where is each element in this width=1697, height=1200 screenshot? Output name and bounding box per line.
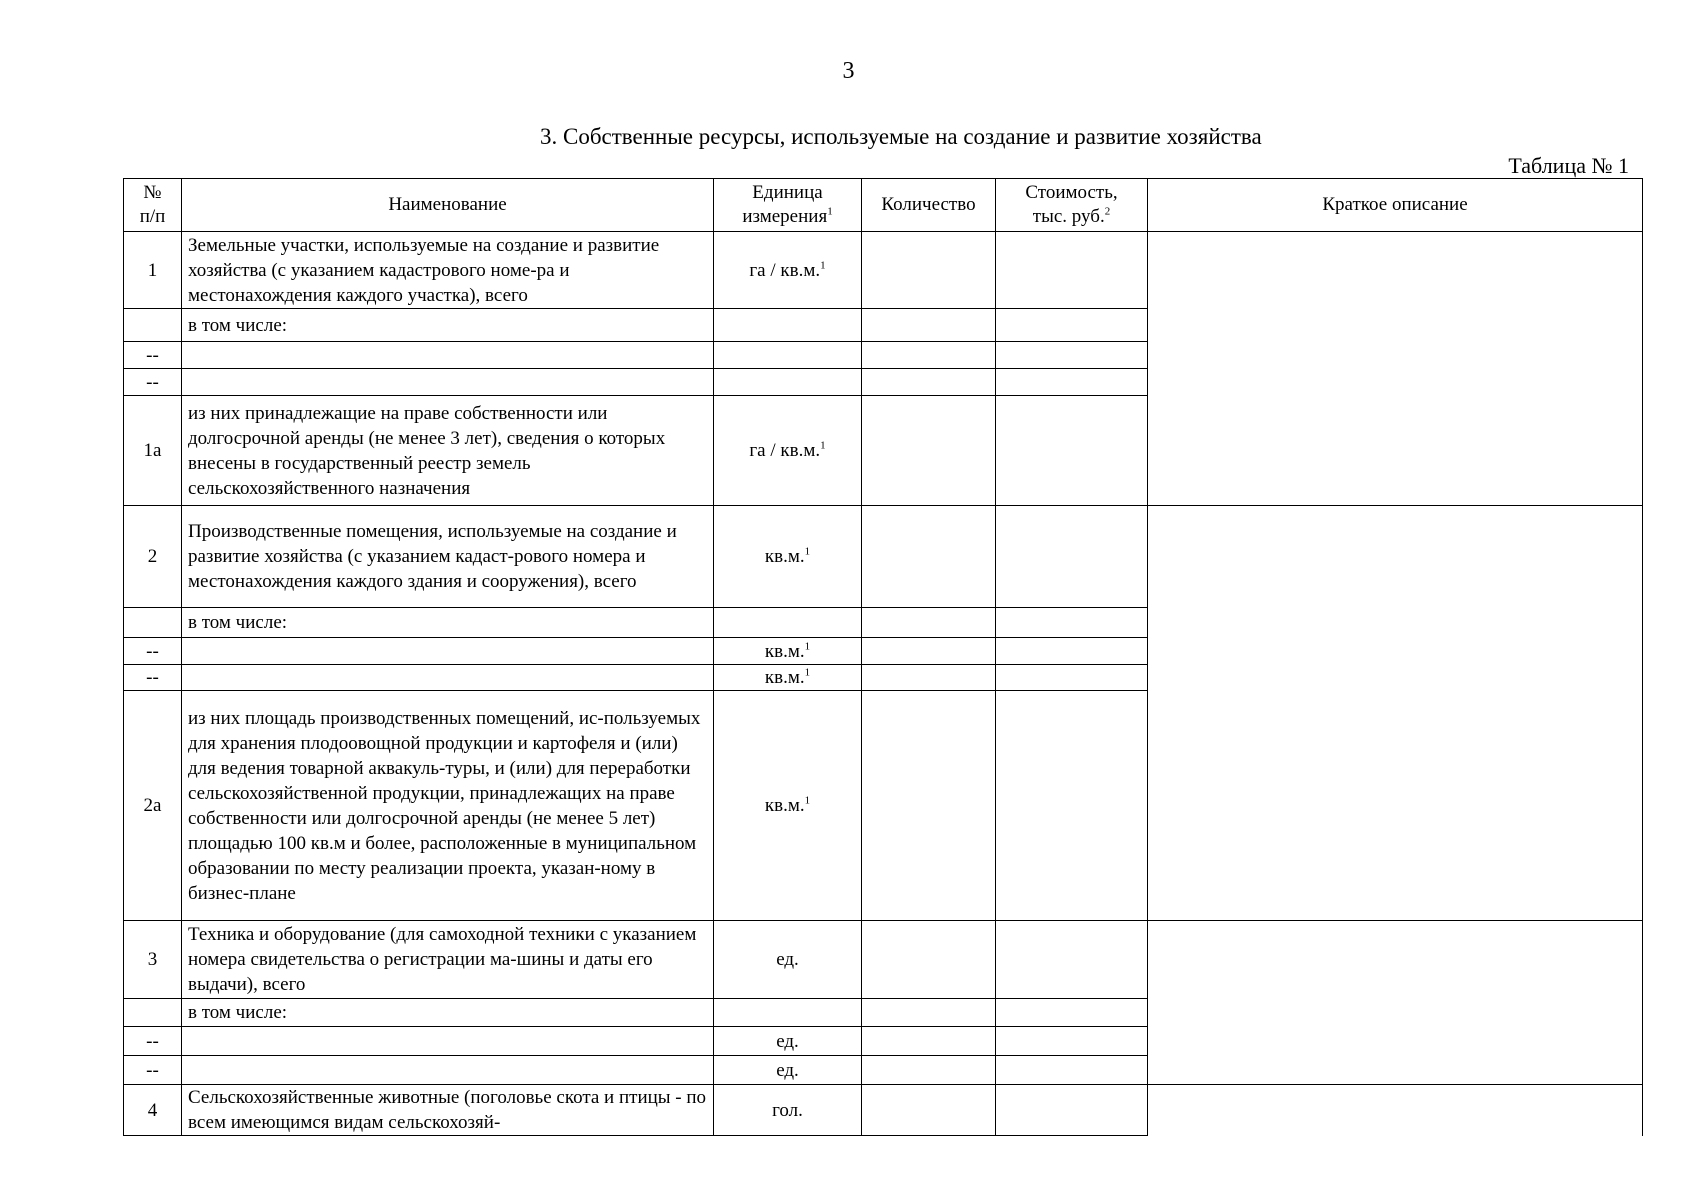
row-quantity bbox=[862, 506, 996, 608]
row-num: -- bbox=[124, 1027, 182, 1056]
row-quantity bbox=[862, 342, 996, 369]
row-name: в том числе: bbox=[182, 309, 714, 342]
table-row bbox=[124, 506, 1643, 608]
row-name bbox=[182, 342, 714, 369]
header-cost: Стоимость, тыс. руб.$^2$ bbox=[996, 179, 1148, 232]
row-name: Сельскохозяйственные животные (поголовье скота и птицы - по всем имеющимся видам сельскохозяй- bbox=[182, 1085, 714, 1136]
row-cost bbox=[996, 396, 1148, 506]
row-unit bbox=[714, 608, 862, 638]
row-name: из них принадлежащие на праве собственности или долгосрочной аренды (не менее 3 лет), сведения о которых внесены в государственный реестр земель сельскохозяйственного назначения bbox=[182, 396, 714, 506]
row-quantity bbox=[862, 1027, 996, 1056]
row-name: из них площадь производственных помещений, ис-пользуемых для хранения плодоовощной продукции и картофеля и (или) для ведения товарной аквакуль-туры, и (или) для переработки сельскохозяйственной продукции, принадлежащих на праве собственности или долгосрочной аренды (не менее 5 лет) площадью 100 кв.м и более, расположенные в муниципальном образовании по месту реализации проекта, указан-ному в бизнес-плане bbox=[182, 691, 714, 921]
table-row bbox=[124, 921, 1643, 999]
row-name bbox=[182, 638, 714, 665]
row-cost bbox=[996, 1056, 1148, 1085]
row-cost bbox=[996, 638, 1148, 665]
row-name bbox=[182, 1027, 714, 1056]
header-name: Наименование bbox=[182, 179, 714, 232]
row-unit: га / кв.м.$^1$ bbox=[714, 232, 862, 309]
row-cost bbox=[996, 506, 1148, 608]
row-num: 1 bbox=[124, 232, 182, 309]
row-name: в том числе: bbox=[182, 608, 714, 638]
row-unit: кв.м.$^1$ bbox=[714, 665, 862, 691]
row-unit bbox=[714, 342, 862, 369]
row-quantity bbox=[862, 638, 996, 665]
row-description-group-4 bbox=[1148, 1085, 1643, 1136]
row-num: -- bbox=[124, 369, 182, 396]
row-cost bbox=[996, 1085, 1148, 1136]
row-unit: ед. bbox=[714, 921, 862, 999]
row-num: -- bbox=[124, 1056, 182, 1085]
row-unit: кв.м.$^1$ bbox=[714, 691, 862, 921]
header-quantity: Количество bbox=[862, 179, 996, 232]
table-row bbox=[124, 232, 1643, 309]
row-unit bbox=[714, 999, 862, 1027]
table-row bbox=[124, 1085, 1643, 1136]
row-unit: кв.м.$^1$ bbox=[714, 638, 862, 665]
row-unit: гол. bbox=[714, 1085, 862, 1136]
row-quantity bbox=[862, 369, 996, 396]
row-cost bbox=[996, 691, 1148, 921]
row-unit: ед. bbox=[714, 1027, 862, 1056]
row-cost bbox=[996, 1027, 1148, 1056]
header-description: Краткое описание bbox=[1148, 179, 1643, 232]
row-cost bbox=[996, 369, 1148, 396]
section-title: 3. Собственные ресурсы, используемые на создание и развитие хозяйства bbox=[540, 124, 1262, 149]
row-quantity bbox=[862, 665, 996, 691]
header-unit: Единица измерения$^1$ bbox=[714, 179, 862, 232]
row-num bbox=[124, 608, 182, 638]
row-cost bbox=[996, 342, 1148, 369]
row-num: 2 bbox=[124, 506, 182, 608]
row-description-group-2 bbox=[1148, 506, 1643, 921]
row-unit bbox=[714, 309, 862, 342]
row-name bbox=[182, 369, 714, 396]
row-quantity bbox=[862, 999, 996, 1027]
row-quantity bbox=[862, 309, 996, 342]
row-name: Техника и оборудование (для самоходной техники с указанием номера свидетельства о регистрации ма-шины и даты его выдачи), всего bbox=[182, 921, 714, 999]
row-num: 4 bbox=[124, 1085, 182, 1136]
row-cost bbox=[996, 232, 1148, 309]
row-quantity bbox=[862, 691, 996, 921]
row-unit bbox=[714, 369, 862, 396]
row-unit: ед. bbox=[714, 1056, 862, 1085]
row-unit: га / кв.м.$^1$ bbox=[714, 396, 862, 506]
header-num: № п/п bbox=[124, 179, 182, 232]
row-name: Земельные участки, используемые на создание и развитие хозяйства (с указанием кадастрового номе-ра и местонахождения каждого участка), всего bbox=[182, 232, 714, 309]
row-num: -- bbox=[124, 665, 182, 691]
row-cost bbox=[996, 921, 1148, 999]
row-name: Производственные помещения, используемые на создание и развитие хозяйства (с указанием кадаст-рового номера и местонахождения каждого здания и сооружения), всего bbox=[182, 506, 714, 608]
page-number: 3 bbox=[842, 58, 855, 84]
row-description-group-3 bbox=[1148, 921, 1643, 1085]
row-quantity bbox=[862, 921, 996, 999]
row-num: -- bbox=[124, 342, 182, 369]
header-row bbox=[124, 179, 1643, 232]
row-num: -- bbox=[124, 638, 182, 665]
row-name: в том числе: bbox=[182, 999, 714, 1027]
row-quantity bbox=[862, 232, 996, 309]
row-name bbox=[182, 665, 714, 691]
row-quantity bbox=[862, 396, 996, 506]
row-num bbox=[124, 999, 182, 1027]
row-cost bbox=[996, 999, 1148, 1027]
row-quantity bbox=[862, 1056, 996, 1085]
resources-table bbox=[123, 178, 1643, 1136]
row-num bbox=[124, 309, 182, 342]
row-num: 3 bbox=[124, 921, 182, 999]
row-num: 2а bbox=[124, 691, 182, 921]
table-label: Таблица № 1 bbox=[1508, 153, 1629, 178]
row-cost bbox=[996, 665, 1148, 691]
row-cost bbox=[996, 309, 1148, 342]
row-cost bbox=[996, 608, 1148, 638]
row-name bbox=[182, 1056, 714, 1085]
row-quantity bbox=[862, 1085, 996, 1136]
row-quantity bbox=[862, 608, 996, 638]
row-unit: кв.м.$^1$ bbox=[714, 506, 862, 608]
row-description-group-1 bbox=[1148, 232, 1643, 506]
row-num: 1а bbox=[124, 396, 182, 506]
